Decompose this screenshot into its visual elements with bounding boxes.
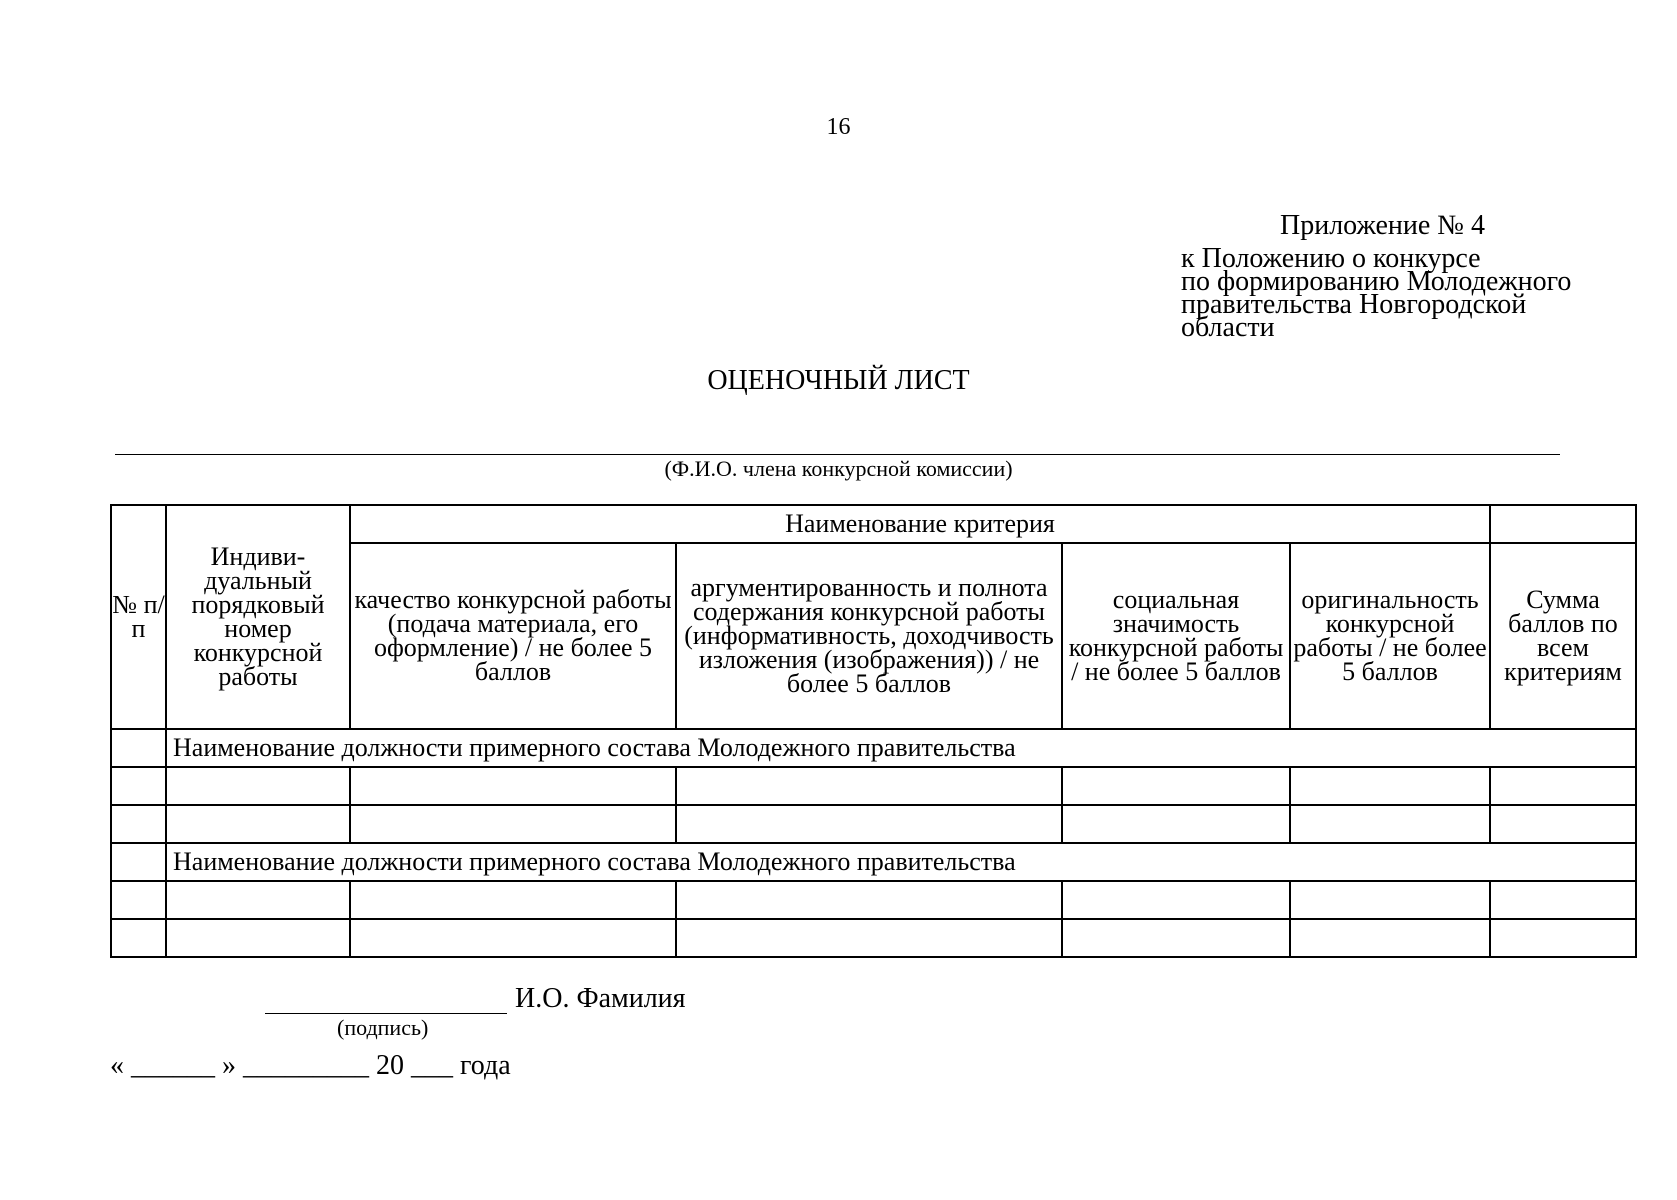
header-criterion-quality: качество конкурсной работы (подача материала, его оформление) / не более 5 баллов <box>350 543 676 729</box>
table-cell <box>1490 805 1636 843</box>
table-cell <box>111 767 166 805</box>
header-criterion-argumentation: аргументированность и полнота содержания конкурсной работы (информативность, доходчивость изложения (изображения)) / не более 5 баллов <box>676 543 1062 729</box>
evaluation-table <box>110 504 1637 958</box>
header-empty-cell <box>1490 505 1636 543</box>
appendix-reference-line: по формированию Молодежного <box>1181 266 1572 297</box>
table-cell <box>1290 881 1490 919</box>
table-cell <box>1290 919 1490 957</box>
position-label: Наименование должности примерного состава Молодежного правительства <box>166 729 1636 767</box>
appendix-reference <box>1181 243 1572 343</box>
header-criterion-social: социальная значимость конкурсной работы / не более 5 баллов <box>1062 543 1290 729</box>
appendix-reference-line: области <box>1181 312 1275 343</box>
table-cell <box>1490 919 1636 957</box>
table-cell <box>676 805 1062 843</box>
appendix-reference-line: к Положению о конкурсе <box>1181 243 1481 274</box>
table-cell <box>1062 881 1290 919</box>
table-cell <box>111 843 166 881</box>
table-cell <box>676 767 1062 805</box>
table-cell <box>166 881 350 919</box>
table-cell <box>166 805 350 843</box>
appendix-reference-line: правительства Новгородской <box>1181 289 1527 320</box>
table-cell <box>1062 805 1290 843</box>
table-cell <box>166 767 350 805</box>
table-cell <box>350 767 676 805</box>
table-row <box>111 881 1636 919</box>
header-number: № п/п <box>111 505 166 729</box>
table-row <box>111 919 1636 957</box>
table-row <box>111 805 1636 843</box>
header-total: Сумма баллов по всем критериям <box>1490 543 1636 729</box>
table-cell <box>1062 767 1290 805</box>
fio-caption: (Ф.И.О. члена конкурсной комиссии) <box>664 456 1013 481</box>
table-cell <box>350 805 676 843</box>
signature-underline <box>265 1013 507 1014</box>
table-cell <box>676 881 1062 919</box>
position-row <box>111 729 1636 767</box>
table-row <box>111 767 1636 805</box>
table-cell <box>111 881 166 919</box>
date-line: « ______ » _________ 20 ___ года <box>110 1050 511 1081</box>
signature-name: И.О. Фамилия <box>515 983 686 1014</box>
table-cell <box>1490 881 1636 919</box>
table-cell <box>111 805 166 843</box>
table-cell <box>676 919 1062 957</box>
signature-caption: (подпись) <box>337 1015 429 1040</box>
position-label: Наименование должности примерного состава Молодежного правительства <box>166 843 1636 881</box>
table-cell <box>350 881 676 919</box>
table-cell <box>1062 919 1290 957</box>
header-criteria-group: Наименование критерия <box>350 505 1490 543</box>
appendix-title: Приложение № 4 <box>1280 210 1485 241</box>
table-cell <box>166 919 350 957</box>
table-cell <box>350 919 676 957</box>
table-cell <box>1290 805 1490 843</box>
table-cell <box>111 729 166 767</box>
document-title: ОЦЕНОЧНЫЙ ЛИСТ <box>707 365 970 396</box>
table-cell <box>1490 767 1636 805</box>
page-number: 16 <box>826 114 851 140</box>
table-cell <box>111 919 166 957</box>
position-row <box>111 843 1636 881</box>
fio-underline <box>115 454 1560 455</box>
table-cell <box>1290 767 1490 805</box>
header-row-top <box>111 505 1636 543</box>
header-individual-number: Индиви-дуальный порядковый номер конкурсной работы <box>166 505 350 729</box>
header-criterion-originality: оригинальность конкурсной работы / не более 5 баллов <box>1290 543 1490 729</box>
